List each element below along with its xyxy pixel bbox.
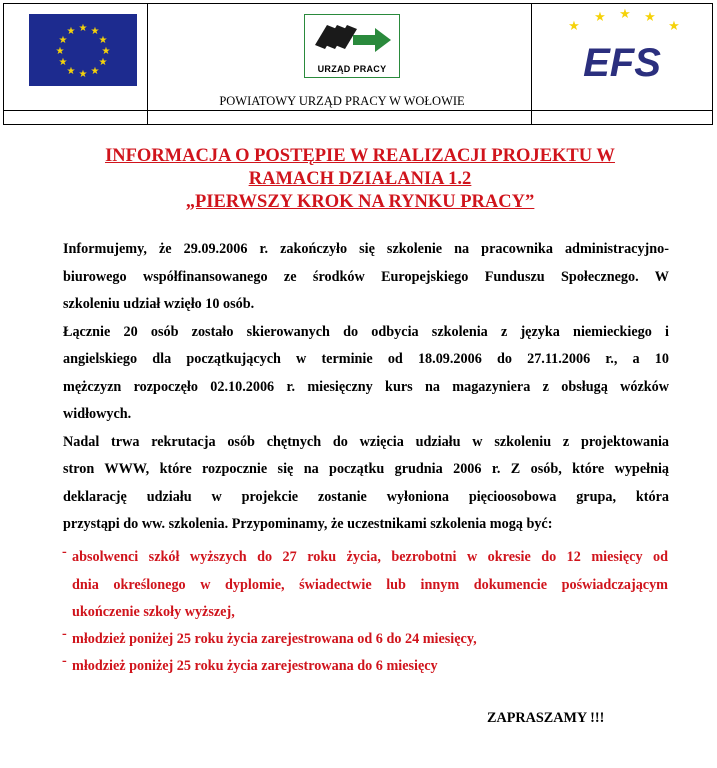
svg-text:★: ★ (58, 35, 68, 46)
bullet-item (62, 544, 668, 627)
paragraph-line: widłowych. (63, 406, 132, 422)
svg-text:★: ★ (66, 66, 76, 77)
svg-text:★: ★ (90, 26, 100, 37)
svg-text:★: ★ (55, 46, 65, 57)
title-line: RAMACH DZIAŁANIA 1.2 (248, 169, 472, 189)
bullet-dash: - (62, 626, 67, 642)
svg-text:★: ★ (594, 10, 606, 25)
svg-text:★: ★ (644, 10, 656, 25)
svg-text:★: ★ (78, 23, 88, 34)
svg-text:★: ★ (98, 35, 108, 46)
urzad-pracy-arrow-icon (305, 15, 399, 59)
bullet-line: absolwenci szkół wyższych do 27 roku życia, bezrobotni w okresie do 12 miesięcy od (72, 549, 668, 565)
svg-text:★: ★ (58, 57, 68, 68)
document-title (40, 145, 680, 214)
svg-text:★: ★ (668, 19, 680, 34)
svg-text:★: ★ (568, 19, 580, 34)
paragraph-line: biurowego współfinansowanego ze środków Europejskiego Funduszu Społecznego. W (63, 268, 669, 285)
paragraph-line: angielskiego dla początkujących w terminie od 18.09.2006 do 27.11.2006 r., a 10 (63, 351, 669, 367)
header-table (3, 3, 713, 125)
paragraph-line: Nadal trwa rekrutacja osób chętnych do wzięcia udziału w szkoleniu z projektowania (63, 433, 669, 450)
paragraph-line: deklarację udziału w projekcie zostanie wyłoniona pięcioosobowa grupa, która (63, 488, 669, 505)
paragraph-line: szkoleniu udział wzięło 10 osób. (63, 296, 255, 312)
svg-text:★: ★ (101, 46, 111, 57)
svg-text:★: ★ (98, 57, 108, 68)
paragraph-line: przystąpi do ww. szkolenia. Przypominamy, że uczestnikami szkolenia mogą być: (63, 516, 553, 532)
eu-flag-icon (29, 14, 137, 86)
svg-text:★: ★ (619, 8, 631, 22)
title-line: INFORMACJA O POSTĘPIE W REALIZACJI PROJEKTU W (105, 146, 615, 166)
closing-text: ZAPRASZAMY !!! (487, 710, 605, 726)
bullet-line: młodzież poniżej 25 roku życia zarejestrowana od 6 do 24 miesięcy, (72, 631, 477, 647)
bullet-item (62, 626, 668, 654)
body-text (63, 236, 669, 539)
title-line: „PIERWSZY KROK NA RYNKU PRACY” (185, 192, 535, 212)
bullet-item (62, 653, 668, 681)
bullet-line: młodzież poniżej 25 roku życia zarejestrowana do 6 miesięcy (72, 658, 438, 674)
paragraph-line: Łącznie 20 osób zostało skierowanych do odbycia szkolenia z języka niemieckiego i (63, 323, 669, 340)
bullet-line: ukończenie szkoły wyższej, (72, 604, 235, 620)
svg-text:★: ★ (66, 26, 76, 37)
efs-logo (562, 8, 682, 88)
header-divider (4, 110, 712, 111)
paragraph-line: mężczyzn rozpoczęło 02.10.2006 r. miesięczny kurs na magazyniera z obsługą wózków (63, 378, 669, 395)
bullet-dash: - (62, 653, 67, 669)
bullet-dash: - (62, 544, 67, 560)
office-name: POWIATOWY URZĄD PRACY W WOŁOWIE (219, 94, 465, 108)
svg-text:★: ★ (78, 69, 88, 80)
paragraph-line: Informujemy, że 29.09.2006 r. zakończyło się szkolenie na pracownika administracyjno- (63, 241, 669, 257)
svg-text:★: ★ (90, 66, 100, 77)
paragraph-line: stron WWW, które rozpocznie się na początku grudnia 2006 r. Z osób, które wypełnią (63, 461, 669, 477)
header-divider (147, 4, 148, 124)
efs-logo-text: EFS (583, 41, 661, 85)
urzad-pracy-logo (304, 14, 400, 78)
urzad-pracy-logo-text: URZĄD PRACY (317, 64, 387, 74)
bullet-line: dnia określonego w dyplomie, świadectwie lub innym dokumencie poświadczającym (72, 576, 668, 593)
